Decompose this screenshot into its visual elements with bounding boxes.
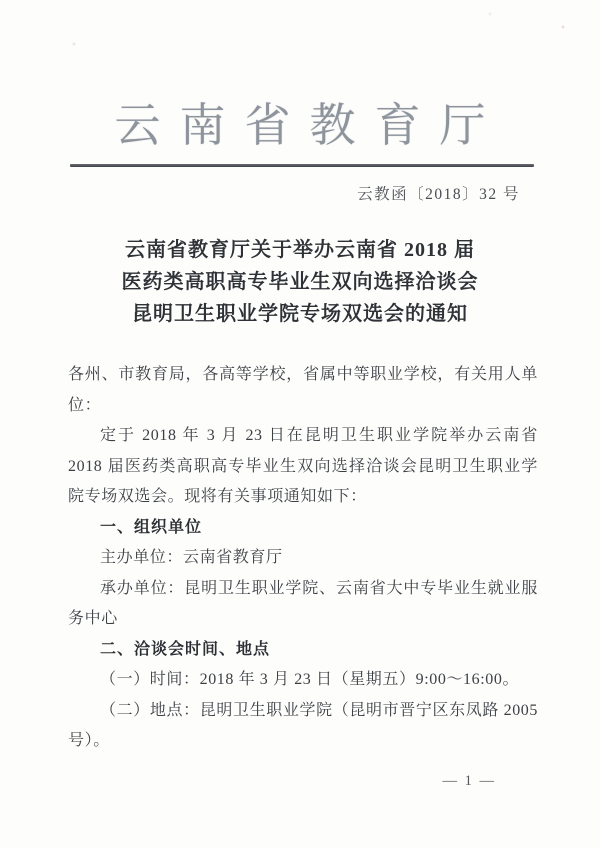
undertaker-paragraph: 承办单位：昆明卫生职业学院、云南省大中专毕业生就业服务中心 — [68, 579, 538, 627]
document-reference-number: 云教函〔2018〕32 号 — [357, 186, 520, 203]
section-2-heading: 二、洽谈会时间、地点 — [100, 640, 271, 658]
section-1-heading: 一、组织单位 — [100, 518, 203, 536]
notice-body — [68, 360, 538, 757]
letterhead-divider-line — [70, 164, 534, 167]
notice-title — [0, 234, 600, 330]
intro-paragraph: 定于 2018 年 3 月 23 日在昆明卫生职业学院举办云南省 2018 届医药类高职高专毕业生双向选择洽谈会昆明卫生职业学院专场双选会。现将有关事项通知如下： — [68, 427, 538, 505]
page-number: — 1 — — [442, 773, 496, 789]
notice-title-line-2: 医药类高职高专毕业生双向选择洽谈会 — [121, 271, 479, 293]
time-item-paragraph: （一）时间：2018 年 3 月 23 日（星期五）9:00～16:00。 — [100, 671, 520, 688]
notice-title-line-3: 昆明卫生职业学院专场双选会的通知 — [132, 303, 468, 325]
notice-title-line-1: 云南省教育厅关于举办云南省 2018 届 — [125, 239, 475, 261]
location-item-paragraph: （二）地点：昆明卫生职业学院（昆明市晋宁区东凤路 2005 号）。 — [68, 701, 538, 749]
salutation-paragraph: 各州、市教育局，各高等学校，省属中等职业学校，有关用人单位： — [68, 366, 538, 414]
letterhead-agency-name: 云南省教育厅 — [114, 100, 505, 151]
organizer-paragraph: 主办单位：云南省教育厅 — [100, 549, 283, 566]
